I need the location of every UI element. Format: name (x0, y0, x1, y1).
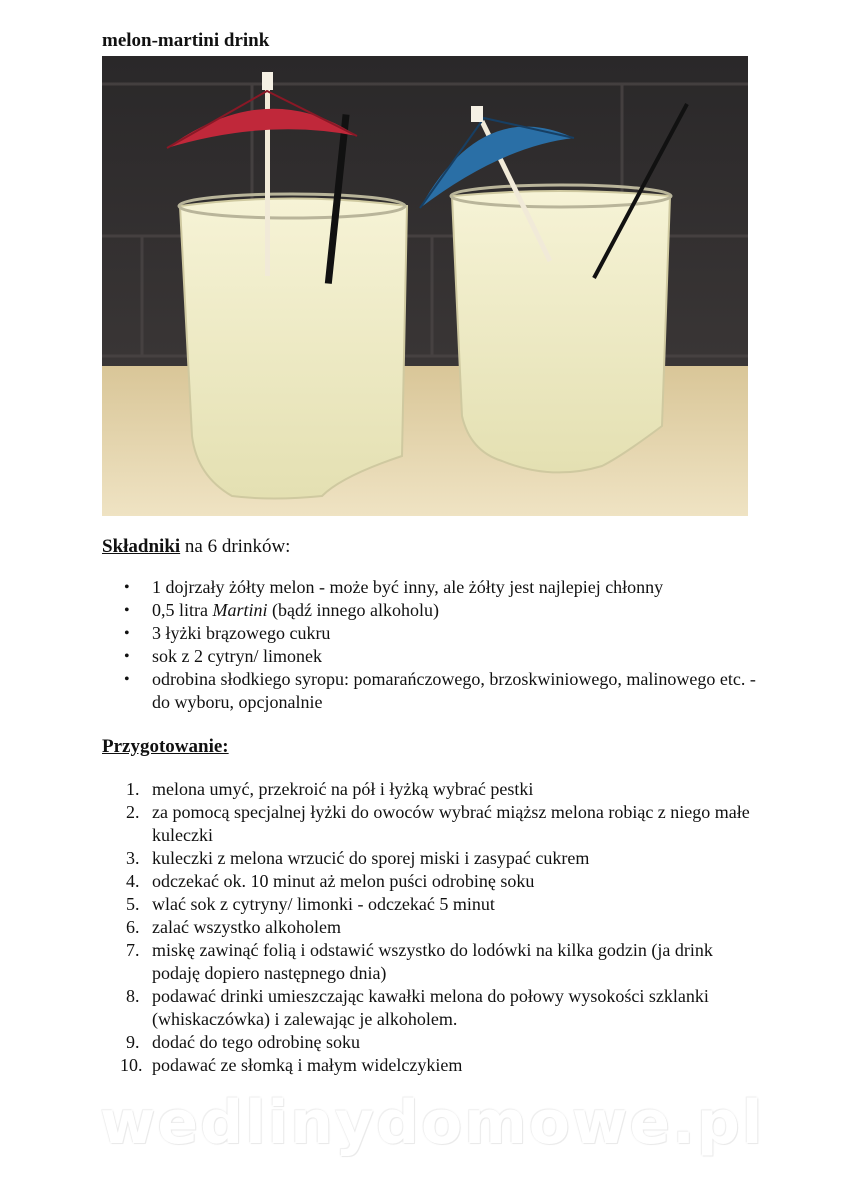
step-number: 3. (126, 848, 140, 868)
list-item (122, 985, 762, 1031)
preparation-heading (102, 736, 229, 758)
step-text: odczekać ok. 10 minut aż melon puści odrobinę soku (152, 871, 535, 891)
list-item (122, 1031, 762, 1054)
step-number: 1. (126, 779, 140, 799)
list-item (122, 645, 762, 668)
step-number: 6. (126, 917, 140, 937)
list-item (122, 778, 762, 801)
step-text: kuleczki z melona wrzucić do sporej miski i zasypać cukrem (152, 848, 590, 868)
watermark: wedlinydomowe.pl (100, 1088, 765, 1158)
preparation-heading-text: Przygotowanie: (102, 736, 229, 757)
step-text: podawać drinki umieszczając kawałki melona do połowy wysokości szklanki (whiskaczówka) i zalewając je alkoholem. (152, 986, 709, 1029)
ingredient-text: (bądź innego alkoholu) (267, 600, 439, 620)
step-text: zalać wszystko alkoholem (152, 917, 341, 937)
ingredient-text: 3 łyżki brązowego cukru (152, 623, 331, 643)
step-number: 8. (126, 986, 140, 1006)
step-text: melona umyć, przekroić na pół i łyżką wybrać pestki (152, 779, 534, 799)
list-item (122, 939, 762, 985)
ingredient-italic: Martini (212, 600, 268, 620)
step-number: 5. (126, 894, 140, 914)
list-item (122, 847, 762, 870)
ingredients-heading-rest: na 6 drinków: (180, 536, 291, 557)
ingredient-text: odrobina słodkiego syropu: pomarańczowego, brzoskwiniowego, malinowego etc. - do wyboru, opcjonalnie (152, 669, 756, 712)
list-item (122, 576, 762, 599)
step-text: za pomocą specjalnej łyżki do owoców wybrać miąższ melona robiąc z niego małe kuleczki (152, 802, 750, 845)
step-number: 4. (126, 871, 140, 891)
list-item (122, 1054, 762, 1077)
step-text: miskę zawinąć folią i odstawić wszystko do lodówki na kilka godzin (ja drink podaję dopiero następnego dnia) (152, 940, 713, 983)
step-text: podawać ze słomką i małym widelczykiem (152, 1055, 463, 1075)
page-title: melon-martini drink (102, 30, 270, 51)
preparation-steps (122, 778, 762, 1077)
ingredient-text: 1 dojrzały żółty melon - może być inny, ale żółty jest najlepiej chłonny (152, 577, 664, 597)
step-text: dodać do tego odrobinę soku (152, 1032, 360, 1052)
list-item (122, 801, 762, 847)
step-number: 2. (126, 802, 140, 822)
step-number: 9. (126, 1032, 140, 1052)
list-item (122, 622, 762, 645)
list-item (122, 870, 762, 893)
step-number: 7. (126, 940, 140, 960)
list-item (122, 893, 762, 916)
ingredients-heading (102, 536, 290, 558)
step-text: wlać sok z cytryny/ limonki - odczekać 5 minut (152, 894, 495, 914)
drinks-photo-image (102, 56, 748, 516)
ingredients-list (122, 576, 762, 714)
ingredient-text: sok z 2 cytryn/ limonek (152, 646, 322, 666)
step-number: 10. (120, 1055, 143, 1075)
list-item (122, 599, 762, 622)
drinks-photo (102, 56, 748, 516)
ingredients-heading-bold: Składniki (102, 536, 181, 557)
ingredient-text: 0,5 litra (152, 600, 213, 620)
list-item (122, 668, 762, 714)
list-item (122, 916, 762, 939)
